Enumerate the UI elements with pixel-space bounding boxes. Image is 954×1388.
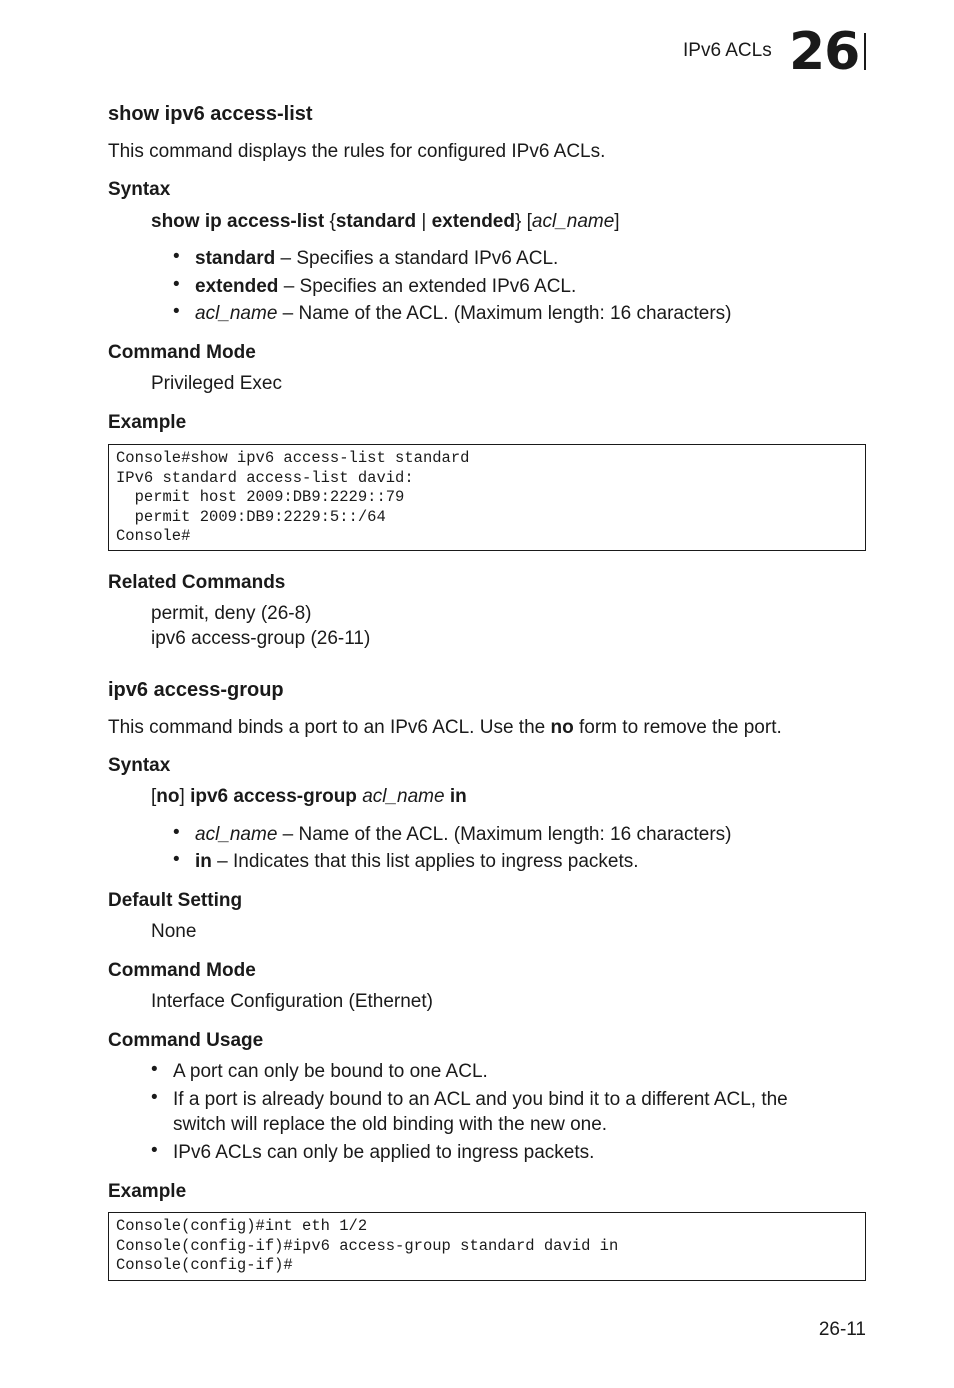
syntax-line bbox=[151, 784, 467, 809]
syntax-option-standard: standard bbox=[335, 211, 417, 232]
param-item bbox=[195, 301, 731, 326]
example-code-block: Console#show ipv6 access-list standard IPv6 standard access-list david: permit host 2009:DB9:2229::79 permit 2009:DB9:2229:5::/64 Console# bbox=[108, 444, 866, 551]
syntax-bracket-open: [ bbox=[151, 786, 157, 807]
desc-text: form to remove the port. bbox=[573, 717, 782, 738]
param-item bbox=[195, 274, 576, 299]
command-mode-heading: Command Mode bbox=[108, 342, 256, 363]
example-heading: Example bbox=[108, 412, 187, 433]
command-mode-value: Interface Configuration (Ethernet) bbox=[151, 991, 433, 1012]
bullet-icon: • bbox=[151, 1087, 158, 1108]
syntax-param-acl-name: acl_name bbox=[531, 211, 615, 232]
bullet-icon: • bbox=[151, 1059, 158, 1080]
desc-text: This command binds a port to an IPv6 ACL. Use the bbox=[108, 717, 551, 738]
section-description bbox=[108, 715, 782, 740]
bullet-icon: • bbox=[173, 822, 180, 843]
syntax-heading: Syntax bbox=[108, 179, 171, 200]
syntax-param-acl-name: acl_name bbox=[362, 786, 445, 807]
section-title-ipv6-access-group: ipv6 access-group bbox=[108, 679, 284, 701]
param-item bbox=[195, 822, 731, 847]
param-term: standard bbox=[195, 248, 276, 269]
related-commands-heading: Related Commands bbox=[108, 572, 286, 593]
section-description: This command displays the rules for configured IPv6 ACLs. bbox=[108, 141, 606, 162]
syntax-pipe: | bbox=[416, 211, 432, 232]
syntax-keyword-in: in bbox=[449, 786, 467, 807]
syntax-option-extended: extended bbox=[431, 211, 515, 232]
page-number: 26-11 bbox=[818, 1319, 866, 1340]
param-desc: – Name of the ACL. (Maximum length: 16 characters) bbox=[277, 824, 732, 845]
syntax-bracket-close: ] bbox=[614, 211, 620, 232]
default-setting-value: None bbox=[151, 921, 197, 942]
param-desc: – Indicates that this list applies to ingress packets. bbox=[211, 851, 639, 872]
bullet-icon: • bbox=[173, 849, 180, 870]
syntax-heading: Syntax bbox=[108, 755, 171, 776]
usage-item-continued: switch will replace the old binding with the new one. bbox=[173, 1114, 608, 1135]
running-header-title: IPv6 ACLs bbox=[683, 40, 772, 61]
usage-item: A port can only be bound to one ACL. bbox=[173, 1061, 488, 1082]
command-mode-heading: Command Mode bbox=[108, 960, 256, 981]
param-term: in bbox=[195, 851, 212, 872]
example-heading: Example bbox=[108, 1181, 187, 1202]
related-command-link[interactable]: permit, deny (26-8) bbox=[151, 603, 312, 624]
bullet-icon: • bbox=[151, 1140, 158, 1161]
command-mode-value: Privileged Exec bbox=[151, 373, 282, 394]
param-term: acl_name bbox=[195, 824, 278, 845]
syntax-command: show ip access-list bbox=[151, 211, 325, 232]
param-term: acl_name bbox=[195, 303, 278, 324]
syntax-bracket-close: ] bbox=[179, 786, 191, 807]
param-term: extended bbox=[195, 276, 279, 297]
default-setting-heading: Default Setting bbox=[108, 890, 243, 911]
section-title-show-ipv6-access-list: show ipv6 access-list bbox=[108, 103, 313, 125]
param-desc: – Specifies a standard IPv6 ACL. bbox=[275, 248, 559, 269]
usage-item: If a port is already bound to an ACL and you bind it to a different ACL, the bbox=[173, 1089, 788, 1110]
syntax-line bbox=[151, 209, 620, 234]
related-command-link[interactable]: ipv6 access-group (26-11) bbox=[151, 628, 371, 649]
param-desc: – Specifies an extended IPv6 ACL. bbox=[278, 276, 577, 297]
bullet-icon: • bbox=[173, 246, 180, 267]
desc-keyword-no: no bbox=[550, 717, 574, 738]
syntax-command: ipv6 access-group bbox=[190, 786, 357, 807]
chapter-number: 26 bbox=[789, 22, 860, 82]
syntax-brace-close: } [ bbox=[514, 211, 532, 232]
syntax-keyword-no: no bbox=[156, 786, 180, 807]
syntax-brace-open: { bbox=[324, 211, 336, 232]
bullet-icon: • bbox=[173, 301, 180, 322]
param-item bbox=[195, 246, 558, 271]
param-desc: – Name of the ACL. (Maximum length: 16 characters) bbox=[277, 303, 732, 324]
usage-item: IPv6 ACLs can only be applied to ingress packets. bbox=[173, 1142, 595, 1163]
bullet-icon: • bbox=[173, 274, 180, 295]
param-item bbox=[195, 849, 639, 874]
command-usage-heading: Command Usage bbox=[108, 1030, 264, 1051]
chapter-divider bbox=[864, 33, 866, 70]
example-code-block: Console(config)#int eth 1/2 Console(config-if)#ipv6 access-group standard david in Console(config-if)# bbox=[108, 1212, 866, 1281]
